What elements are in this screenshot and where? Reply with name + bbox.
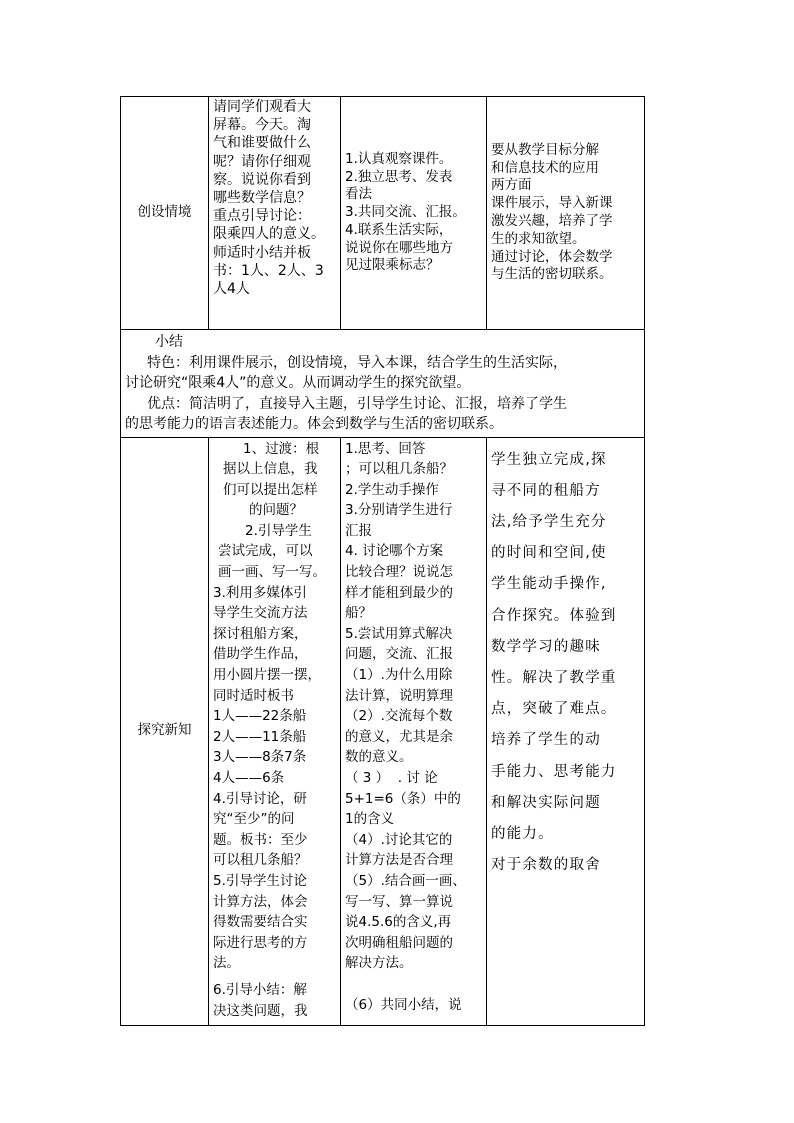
text-line: 师适时小结并板 bbox=[213, 244, 311, 261]
text-line: 汇报 bbox=[345, 522, 372, 539]
text-line: 讨论研究“限乘4人”的意义。从而调动学生的探究欲望。 bbox=[125, 375, 471, 391]
text-line: 解决方法。 bbox=[345, 955, 413, 972]
text-line: 通过讨论，体会数学 bbox=[491, 248, 613, 265]
text-line: （2）.交流每个数 bbox=[345, 708, 453, 725]
row-explore-new bbox=[121, 437, 645, 1025]
text-line: 察。说说你看到 bbox=[213, 171, 311, 188]
teacher-activity-cell bbox=[209, 97, 341, 330]
text-line: 5+1=6（条）中的 bbox=[345, 790, 461, 807]
text-line: （5）.结合画一画、 bbox=[345, 872, 466, 889]
text-line: 借助学生作品， bbox=[213, 646, 308, 663]
text-line: 与生活的密切联系。 bbox=[491, 266, 613, 283]
blank-line bbox=[345, 974, 482, 995]
text-line: （1）.为什么用除 bbox=[345, 667, 453, 684]
text-line: 学生独立完成,探 bbox=[491, 451, 607, 468]
text-line: 书：1人、2人、3 bbox=[213, 262, 324, 279]
summary-heading: 小结 bbox=[155, 334, 183, 350]
text-line: 和信息技术的应用 bbox=[491, 159, 599, 176]
text-line: 4.引导讨论，研 bbox=[213, 790, 307, 807]
text-line: 样才能租到最少的 bbox=[345, 584, 453, 601]
text-line: 法,给予学生充分 bbox=[491, 513, 607, 530]
text-line: 手能力、思考能力 bbox=[491, 763, 617, 780]
text-line: 可以租几条船？ bbox=[213, 852, 308, 869]
text-line: 船？ bbox=[345, 605, 372, 622]
text-line: 4. 讨论哪个方案 bbox=[345, 543, 444, 560]
text-line: 题。板书：至少 bbox=[213, 831, 308, 848]
text-line: 优点：简洁明了，直接导入主题，引导学生讨论、汇报，培养了学生 bbox=[147, 395, 567, 412]
text-line: 计算方法，体会 bbox=[213, 893, 308, 910]
text-line: 点，突破了难点。 bbox=[491, 701, 617, 718]
text-line: 说4.5.6的含义,再 bbox=[345, 914, 452, 931]
text-line: 计算方法是否合理 bbox=[345, 852, 453, 869]
text-line: 1.认真观察课件。 bbox=[345, 150, 453, 167]
text-line: ；可以租几条船？ bbox=[345, 461, 453, 478]
text-line: 哪些数学信息？ bbox=[213, 190, 311, 207]
text-line: 2人——11条船 bbox=[213, 728, 307, 745]
text-line: 究“至少”的问 bbox=[213, 811, 295, 828]
text-line: 3.利用多媒体引 bbox=[213, 584, 307, 601]
text-line: 1.思考、回答 bbox=[345, 440, 426, 457]
text-line: 培养了学生的动 bbox=[491, 732, 601, 749]
text-line: 得数需要结合实 bbox=[213, 914, 308, 931]
text-line: 据以上信息，我 bbox=[223, 461, 318, 478]
text-line: 法计算，说明算理 bbox=[345, 687, 453, 704]
text-line: 1的含义 bbox=[345, 811, 395, 828]
text-line: 说说你在哪些地方 bbox=[345, 239, 453, 256]
summary-cell bbox=[121, 330, 645, 438]
text-line: 和解决实际问题 bbox=[491, 794, 601, 811]
text-line: 际进行思考的方 bbox=[213, 934, 308, 951]
text-line: 尝试完成，可以 bbox=[218, 543, 313, 560]
text-line: 5.尝试用算式解决 bbox=[345, 625, 453, 642]
text-line: 3人——8条7条 bbox=[213, 749, 307, 766]
text-line: 呢？请你仔细观 bbox=[213, 153, 311, 170]
text-line: 的问题？ bbox=[249, 502, 303, 519]
lesson-plan-table bbox=[120, 96, 645, 1026]
text-line: 写一写、算一算说 bbox=[345, 893, 453, 910]
teacher-activity-cell bbox=[209, 437, 341, 1025]
text-line: 比较合理？说说怎 bbox=[345, 564, 453, 581]
text-line: 5.引导学生讨论 bbox=[213, 872, 307, 889]
text-line: 问题，交流、汇报 bbox=[345, 646, 453, 663]
row-summary bbox=[121, 330, 645, 438]
text-line: 见过限乘标志？ bbox=[345, 257, 440, 274]
text-line: 看法 bbox=[345, 186, 372, 203]
text-line: 们可以提出怎样 bbox=[223, 481, 318, 498]
student-activity-cell bbox=[341, 437, 487, 1025]
text-line: 的思考能力的语言表述能力。体会到数学与生活的密切联系。 bbox=[125, 416, 503, 432]
text-line: 请同学们观看大 bbox=[213, 99, 311, 115]
text-line: 4.联系生活实际， bbox=[345, 221, 453, 238]
text-line: 2.学生动手操作 bbox=[345, 481, 439, 498]
text-line: 两方面 bbox=[491, 177, 532, 194]
text-line: 人4人 bbox=[213, 281, 250, 298]
text-line: 同时适时板书 bbox=[213, 687, 294, 704]
text-line: 屏幕。今天。淘 bbox=[213, 117, 311, 134]
text-line: 数的意义。 bbox=[345, 749, 413, 766]
text-line: 决这类问题，我 bbox=[213, 1002, 308, 1019]
text-line: 的意义，尤其是余 bbox=[345, 728, 453, 745]
stage-label-create-context: 创设情境 bbox=[121, 97, 209, 330]
text-line: （4）.讨论其它的 bbox=[345, 831, 453, 848]
text-line: 数学学习的趣味 bbox=[491, 638, 601, 655]
text-line: 重点引导讨论： bbox=[213, 208, 311, 225]
text-line: 要从教学目标分解 bbox=[491, 141, 599, 158]
text-line: 气和谁要做什么 bbox=[213, 135, 311, 152]
text-line: 4人——6条 bbox=[213, 770, 285, 786]
text-line: 次明确租船问题的 bbox=[345, 934, 453, 951]
text-line: （ 3 ） . 讨 论 bbox=[345, 770, 438, 786]
text-line: 对于余数的取舍 bbox=[491, 857, 601, 874]
student-activity-cell bbox=[341, 97, 487, 330]
text-line: 合作探究。体验到 bbox=[491, 607, 617, 624]
text-line: 限乘四人的意义。 bbox=[213, 226, 325, 243]
text-line: 的时间和空间,使 bbox=[491, 545, 607, 562]
text-line: （6）共同小结，说 bbox=[345, 996, 462, 1013]
text-line: 特色：利用课件展示，创设情境，导入本课，结合学生的生活实际， bbox=[147, 354, 567, 371]
text-line: 1、过渡：根 bbox=[243, 440, 320, 457]
row-create-context bbox=[121, 97, 645, 330]
text-line: 1人——22条船 bbox=[213, 708, 307, 725]
text-line: 激发兴趣，培养了学 bbox=[491, 213, 613, 229]
text-line: 导学生交流方法 bbox=[213, 605, 308, 622]
design-intent-cell bbox=[487, 97, 645, 330]
text-line: 3.共同交流、汇报。 bbox=[345, 204, 466, 221]
text-line: 性。解决了教学重 bbox=[491, 669, 617, 686]
text-line: 课件展示，导入新课 bbox=[491, 195, 613, 212]
text-line: 学生能动手操作, bbox=[491, 576, 607, 593]
text-line: 用小圆片摆一摆， bbox=[213, 667, 321, 684]
text-line: 6.引导小结：解 bbox=[213, 981, 307, 998]
text-line: 探讨租船方案， bbox=[213, 625, 308, 642]
text-line: 2.引导学生 bbox=[245, 522, 312, 539]
text-line: 3.分别请学生进行 bbox=[345, 502, 453, 519]
stage-label-explore-new: 探究新知 bbox=[121, 437, 209, 1025]
text-line: 寻不同的租船方 bbox=[491, 482, 601, 499]
design-intent-cell bbox=[487, 437, 645, 1025]
text-line: 法。 bbox=[213, 955, 240, 972]
text-line: 的能力。 bbox=[491, 825, 554, 842]
text-line: 生的求知欲望。 bbox=[491, 230, 586, 247]
text-line: 2.独立思考、发表 bbox=[345, 168, 453, 185]
text-line: 画一画、写一写。 bbox=[218, 564, 326, 581]
